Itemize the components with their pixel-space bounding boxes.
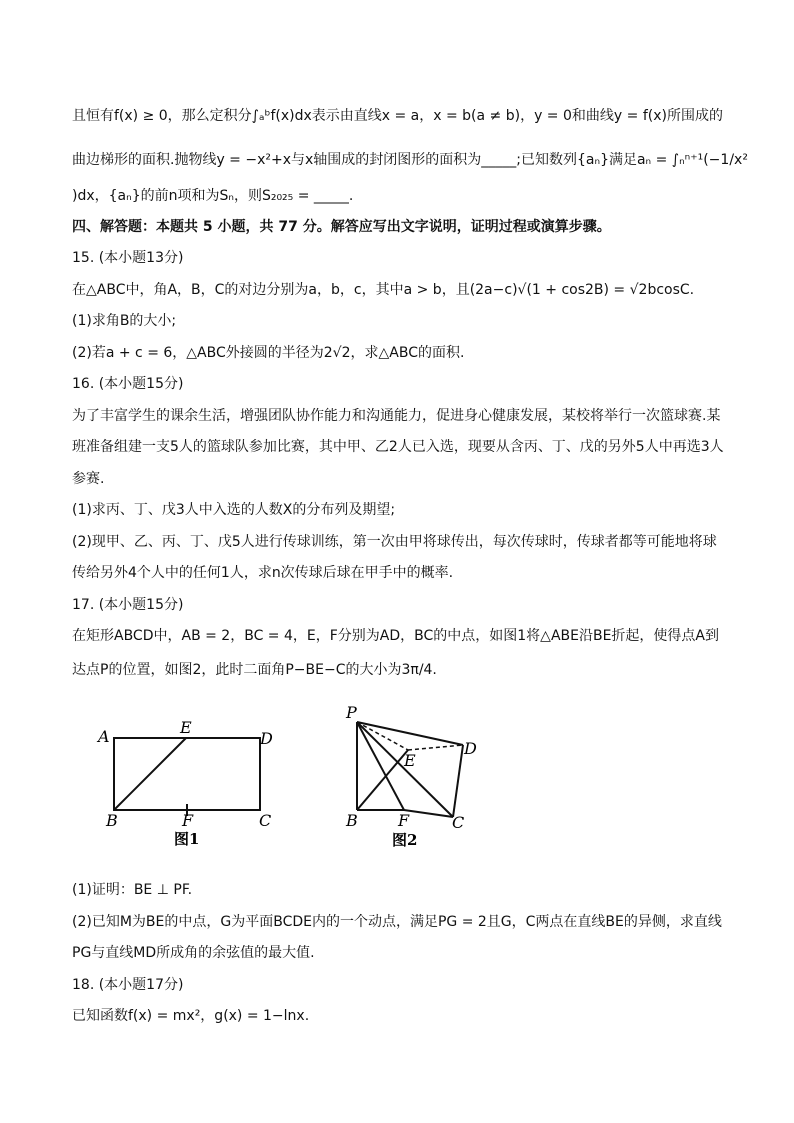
text-line: 在△ABC中，角A，B，C的对边分别为a，b，c，其中a > b，且(2a−c)√(1 + cos2B) = √2bcosC. [72,282,695,298]
segment-pf [357,722,404,810]
text-line: 为了丰富学生的课余生活，增强团队协作能力和沟通能力，促进身心健康发展，某校将举行一次篮球赛.某 [72,408,721,424]
figure-2 [336,700,496,855]
text-line: 曲边梯形的面积.抛物线y = −x²+x与x轴围成的封闭图形的面积为_____;已知数列{aₙ}满足aₙ = ∫ₙⁿ⁺¹(−1/x² [72,152,748,168]
segment-pd [357,722,463,745]
label-d: D [260,729,273,748]
label-e: E [180,718,192,737]
label-c: C [452,813,465,832]
text-line: (2)现甲、乙、丙、丁、戊5人进行传球训练，第一次由甲将球传出，每次传球时，传球者都等可能地将球 [72,534,717,550]
figure-2-caption: 图2 [392,831,418,849]
segment-be [114,738,186,810]
figure-1-caption: 图1 [174,830,200,848]
text-line: 且恒有f(x) ≥ 0，那么定积分∫ₐᵇf(x)dx表示由直线x = a，x = b(a ≠ b)，y = 0和曲线y = f(x)所围成的 [72,108,723,124]
label-d: D [464,739,477,758]
text-line: 班准备组建一支5人的篮球队参加比赛，其中甲、乙2人已入选，现要从含丙、丁、戊的另外5人中再选3人 [72,439,724,455]
text-line: (2)已知M为BE的中点，G为平面BCDE内的一个动点，满足PG = 2且G，C两点在直线BE的异侧，求直线 [72,914,722,930]
segment-be [357,750,408,810]
problem-title: 18. (本小题17分) [72,977,184,993]
text-line: 达点P的位置，如图2，此时二面角P−BE−C的大小为3π/4. [72,662,437,678]
section-heading: 四、解答题：本题共 5 小题，共 77 分。解答应写出文字说明，证明过程或演算步骤。 [72,219,611,235]
text-line: (1)求角B的大小; [72,313,177,329]
label-f: F [398,811,410,830]
text-line: PG与直线MD所成角的余弦值的最大值. [72,945,315,961]
problem-title: 16. (本小题15分) [72,376,184,392]
segment-ed-hidden [408,745,463,750]
problem-title: 15. (本小题13分) [72,250,184,266]
text-line: (1)求丙、丁、戊3人中入选的人数X的分布列及期望; [72,502,396,518]
problem-title: 17. (本小题15分) [72,597,184,613]
text-line: (1)证明：BE ⊥ PF. [72,882,193,898]
label-e: E [404,751,416,770]
segment-cd [453,745,463,817]
label-f: F [182,811,194,830]
label-b: B [106,811,118,830]
rectangle-abcd [114,738,260,810]
text-line: (2)若a + c = 6，△ABC外接圆的半径为2√2，求△ABC的面积. [72,345,465,361]
text-line: 传给另外4个人中的任何1人，求n次传球后球在甲手中的概率. [72,565,454,581]
text-line: 参赛. [72,471,105,487]
label-p: P [346,703,357,722]
label-b: B [346,811,358,830]
label-a: A [98,727,110,746]
text-line: 在矩形ABCD中，AB = 2，BC = 4，E，F分别为AD，BC的中点，如图1将△ABE沿BE折起，使得点A到 [72,628,719,644]
label-c: C [259,811,272,830]
figure-1 [90,712,300,852]
text-line: 已知函数f(x) = mx²，g(x) = 1−lnx. [72,1008,310,1024]
text-line: )dx，{aₙ}的前n项和为Sₙ，则S₂₀₂₅ = _____. [72,188,354,204]
